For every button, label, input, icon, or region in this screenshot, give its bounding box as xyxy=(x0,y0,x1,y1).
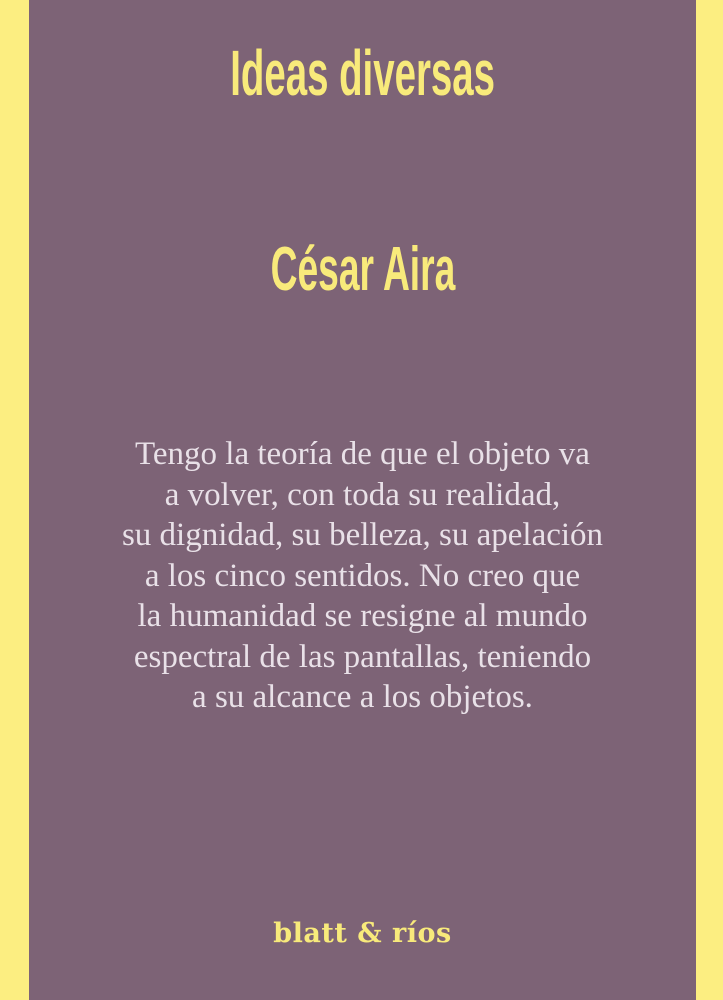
quote-line: su dignidad, su belleza, su apelación xyxy=(121,517,604,553)
quote-line: a volver, con toda su realidad, xyxy=(164,476,561,513)
book-title xyxy=(29,37,696,109)
quote-line: a los cinco sentidos. No creo que xyxy=(144,557,581,594)
quote-line: a su alcance a los objetos. xyxy=(192,679,533,715)
right-frame-band xyxy=(696,0,723,1000)
cover-quote xyxy=(29,434,696,718)
quote-line: Tengo la teoría de que el objeto va xyxy=(135,436,590,472)
quote-line: espectral de las pantallas, teniendo xyxy=(133,638,592,675)
left-frame-band xyxy=(0,0,29,1000)
book-title-text: Ideas diversas xyxy=(230,37,495,109)
publisher-logo: blatt & ríos xyxy=(273,918,452,949)
book-author xyxy=(29,235,696,304)
book-author-text: César Aira xyxy=(270,235,455,304)
quote-line: la humanidad se resigne al mundo xyxy=(137,598,588,634)
